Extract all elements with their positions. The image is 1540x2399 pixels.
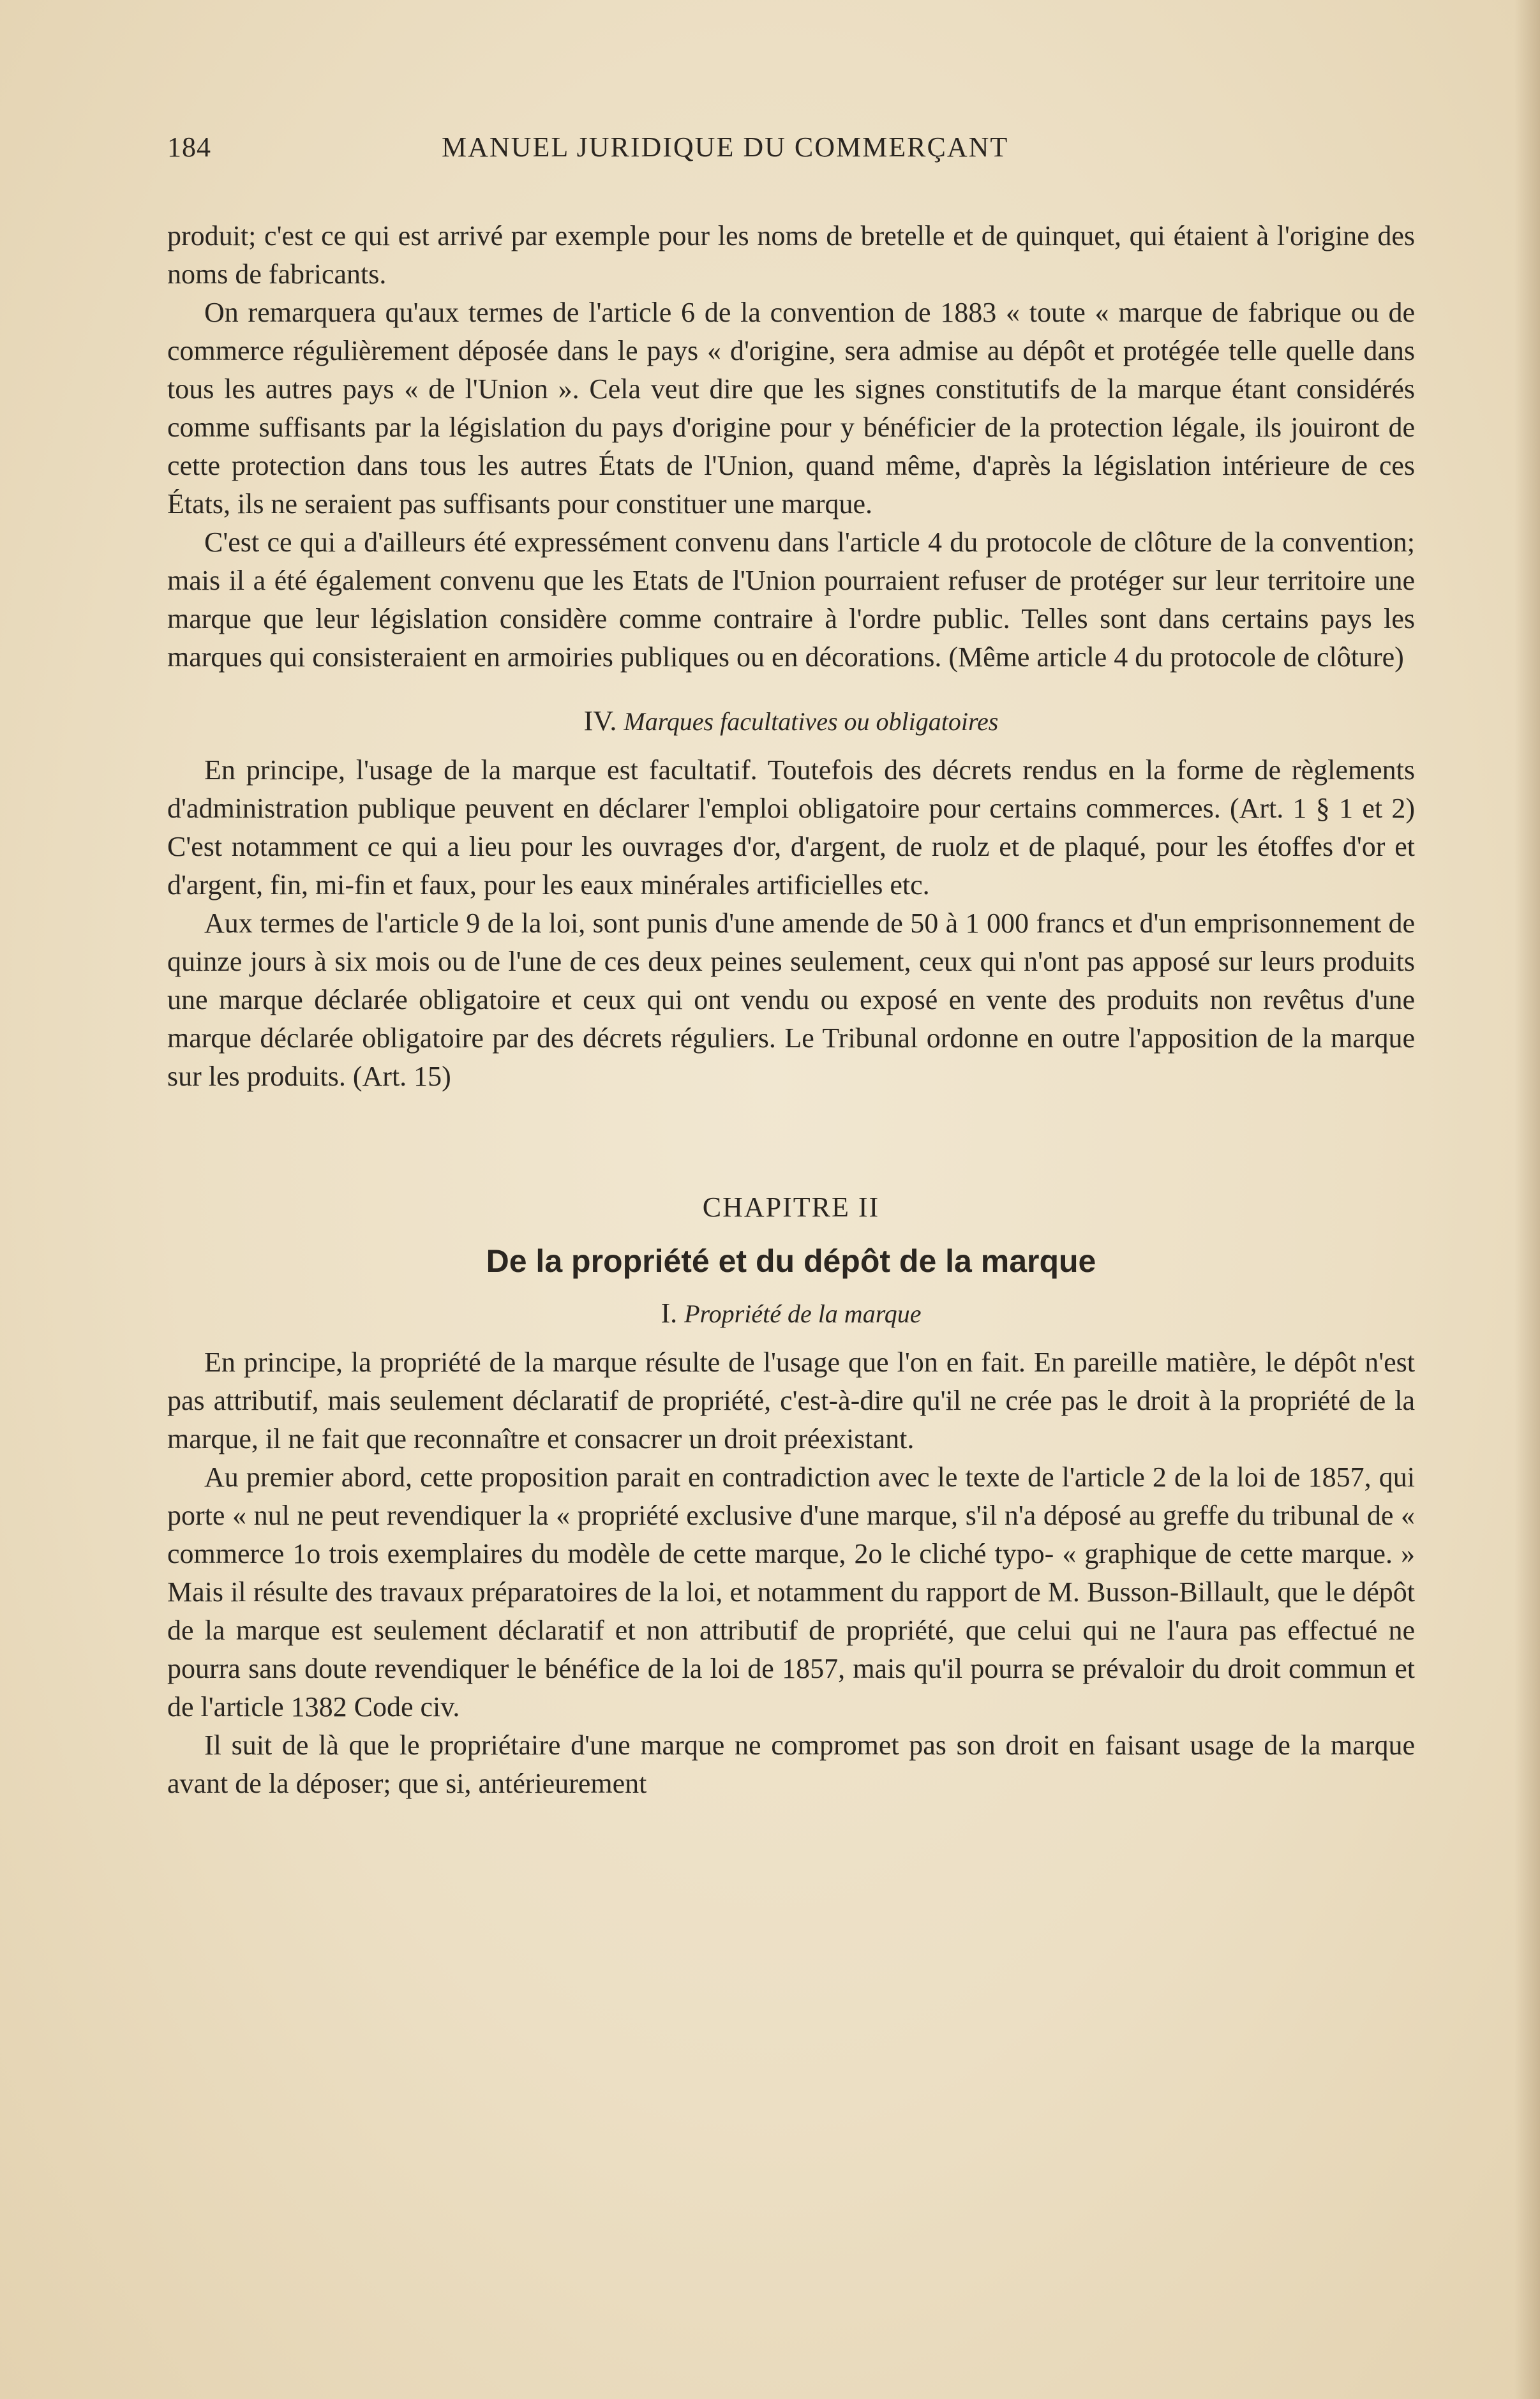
page-number: 184 [167, 131, 211, 163]
page-body [167, 217, 1415, 1803]
page-edge-shadow [1514, 0, 1540, 2399]
section-number: IV. [583, 705, 617, 736]
section-heading-i [167, 1294, 1415, 1333]
section-title: Propriété de la marque [684, 1299, 922, 1328]
section-title: Marques facultatives ou obligatoires [624, 707, 999, 736]
paragraph: Au premier abord, cette proposition parait en contradiction avec le texte de l'article 2 de la loi de 1857, qui porte « nul ne peut revendiquer la « propriété exclusive d'une marque, s'il n'a déposé au greffe du tribunal de « commerce 1o trois exemplaires du modèle de cette marque, 2o le cliché typo- « graphique de cette marque. » Mais il résulte des travaux préparatoires de la loi, et notamment du rapport de M. Busson-Billault, que le dépôt de la marque est seulement déclaratif et non attributif de propriété, que celui qui ne l'aura pas effectué ne pourra sans doute revendiquer le bénéfice de la loi de 1857, mais qu'il pourra se prévaloir du droit commun et de l'article 1382 Code civ. [167, 1461, 1415, 1723]
paragraph: C'est ce qui a d'ailleurs été expressément convenu dans l'article 4 du protocole de clôture de la convention; mais il a été également convenu que les Etats de l'Union pourraient refuser de protéger sur leur territoire une marque que leur législation considère comme contraire à l'ordre public. Telles sont dans certains pays les marques qui consisteraient en armoiries publiques ou en décorations. (Même article 4 du protocole de clôture) [167, 527, 1415, 673]
chapter-label: CHAPITRE II [702, 1192, 880, 1223]
paragraph: produit; c'est ce qui est arrivé par exemple pour les noms de bretelle et de quinquet, qui étaient à l'origine des noms de fabricants. [167, 220, 1415, 290]
running-title: MANUEL JURIDIQUE DU COMMERÇANT [442, 131, 1009, 163]
section-number: I. [661, 1297, 678, 1329]
chapter-title: De la propriété et du dépôt de la marque [486, 1243, 1096, 1279]
section-heading-iv [167, 702, 1415, 741]
paragraph: En principe, l'usage de la marque est facultatif. Toutefois des décrets rendus en la forme de règlements d'administration publique peuvent en déclarer l'emploi obligatoire pour certains commerces. (Art. 1 § 1 et 2) C'est notamment ce qui a lieu pour les ouvrages d'or, d'argent, de ruolz et de plaqué, pour les étoffes d'or et d'argent, fin, mi-fin et faux, pour les eaux minérales artificielles etc. [167, 754, 1415, 901]
paragraph: Aux termes de l'article 9 de la loi, sont punis d'une amende de 50 à 1 000 francs et d'un emprisonnement de quinze jours à six mois ou de l'une de ces deux peines seulement, ceux qui n'ont pas apposé sur leurs produits une marque déclarée obligatoire et ceux qui ont vendu ou exposé en vente des produits non revêtus d'une marque déclarée obligatoire par des décrets réguliers. Le Tribunal ordonne en outre l'apposition de la marque sur les produits. (Art. 15) [167, 908, 1415, 1092]
paragraph: Il suit de là que le propriétaire d'une marque ne compromet pas son droit en faisant usage de la marque avant de la déposer; que si, antérieurement [167, 1730, 1415, 1799]
page-header [167, 131, 1415, 169]
paragraph: On remarquera qu'aux termes de l'article 6 de la convention de 1883 « toute « marque de fabrique ou de commerce régulièrement déposée dans le pays « d'origine, sera admise au dépôt et protégée telle quelle dans tous les autres pays « de l'Union ». Cela veut dire que les signes constitutifs de la marque étant considérés comme suffisants par la législation du pays d'origine pour y bénéficier de la protection légale, ils jouiront de cette protection dans tous les autres États de l'Union, quand même, d'après la législation intérieure de ces États, ils ne seraient pas suffisants pour constituer une marque. [167, 297, 1415, 519]
paragraph: En principe, la propriété de la marque résulte de l'usage que l'on en fait. En pareille matière, le dépôt n'est pas attributif, mais seulement déclaratif de propriété, c'est-à-dire qu'il ne crée pas le droit à la propriété de la marque, il ne fait que reconnaître et consacrer un droit préexistant. [167, 1347, 1415, 1454]
